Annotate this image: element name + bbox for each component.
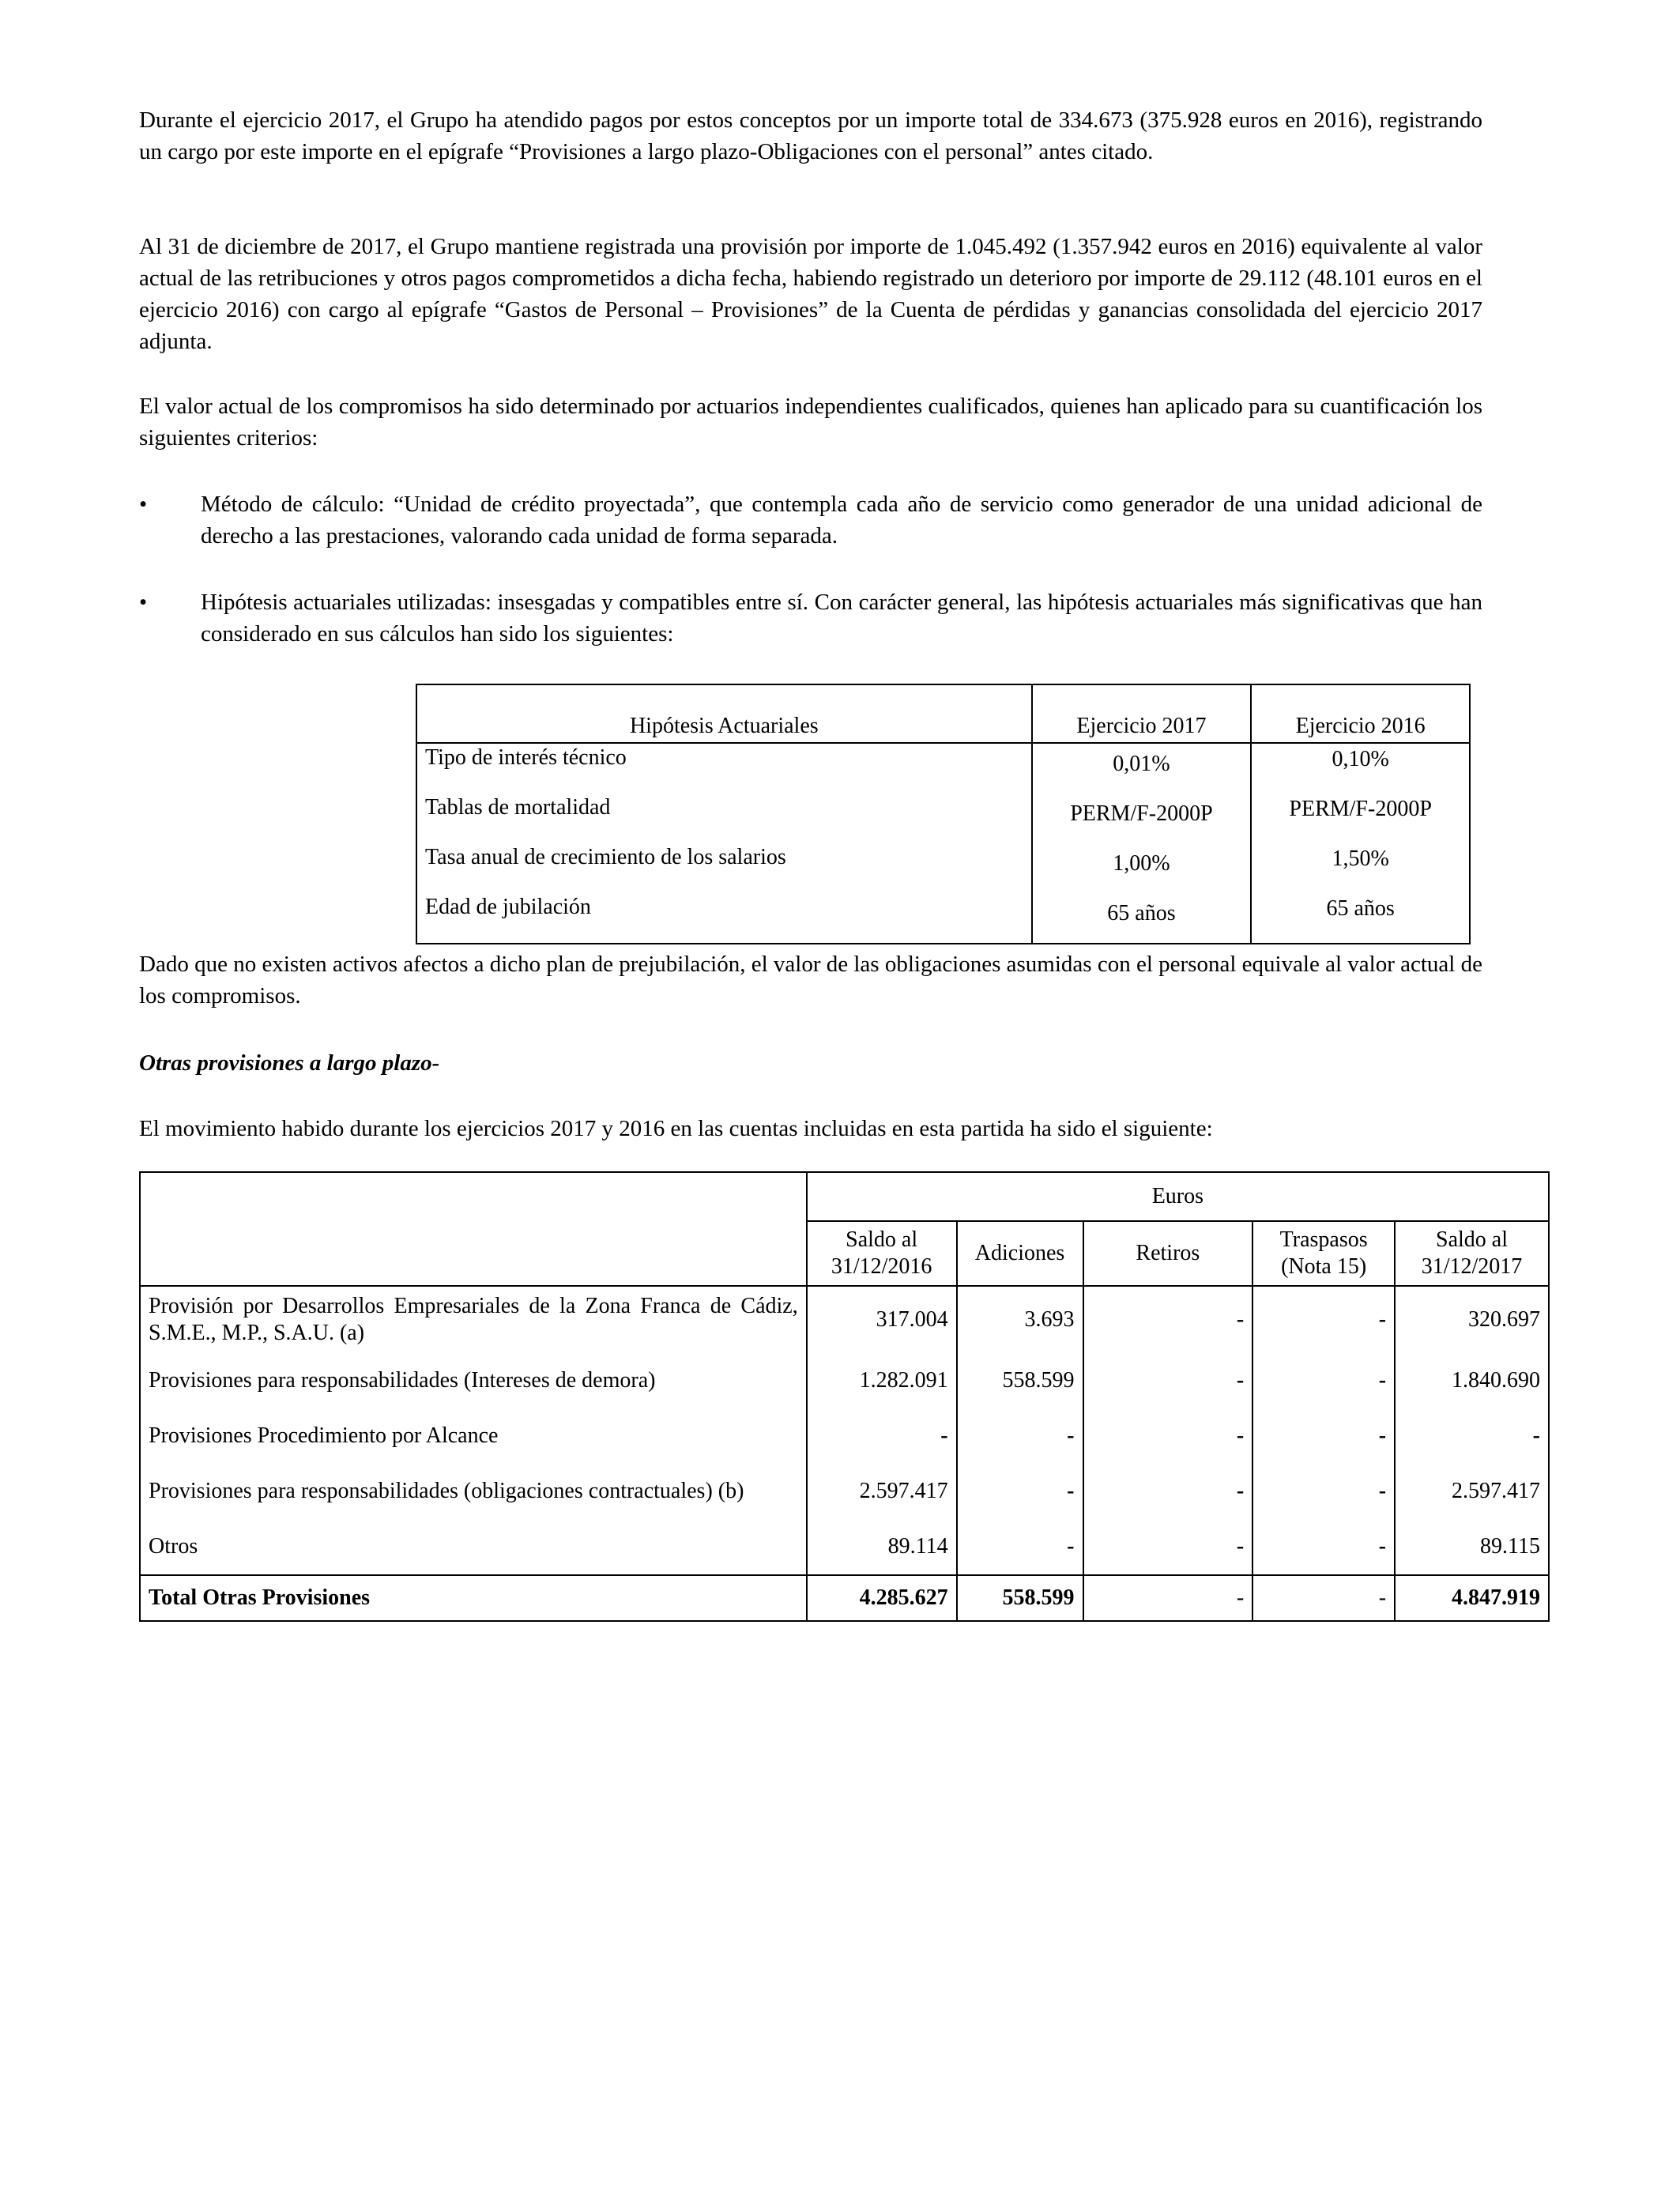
saldo-2016-cell: 2.597.417 [807,1464,957,1519]
row-label: Provisión por Desarrollos Empresariales de la Zona Franca de Cádiz, S.M.E., M.P., S.A.U. (a) [140,1286,807,1353]
saldo-2017-cell: 1.840.690 [1395,1353,1549,1408]
saldo-2016-cell: 89.114 [807,1519,957,1575]
table-header-row [140,1172,1549,1221]
traspasos-cell: - [1252,1286,1395,1353]
value-2017: 65 años [1032,893,1252,944]
row-label: Provisiones para responsabilidades (Intereses de demora) [140,1353,807,1408]
total-traspasos: - [1252,1575,1395,1621]
column-header-saldo-2016: Saldo al 31/12/2016 [807,1221,957,1286]
total-saldo-2016: 4.285.627 [807,1575,957,1621]
traspasos-cell: - [1252,1519,1395,1575]
retiros-cell: - [1083,1408,1253,1464]
adiciones-cell: - [957,1408,1083,1464]
paragraph-movement: El movimiento habido durante los ejercicios 2017 y 2016 en las cuentas incluidas en esta partida ha sido el siguiente: [139,1116,1213,1141]
total-adiciones: 558.599 [957,1575,1083,1621]
traspasos-cell: - [1252,1408,1395,1464]
column-header: Ejercicio 2016 [1251,684,1470,743]
saldo-2016-cell: 1.282.091 [807,1353,957,1408]
saldo-2017-cell: 320.697 [1395,1286,1549,1353]
total-saldo-2017: 4.847.919 [1395,1575,1549,1621]
other-provisions-table [139,1171,1550,1622]
bullet-text: Hipótesis actuariales utilizadas: insesgadas y compatibles entre sí. Con carácter general, las hipótesis actuariales más significativas que han considerado en sus cálculos han sido los siguientes: [201,590,1482,647]
table-row [140,1353,1549,1408]
value-2016: 0,10% [1251,743,1470,794]
retiros-cell: - [1083,1286,1253,1353]
row-label: Otros [140,1519,807,1575]
adiciones-cell: - [957,1519,1083,1575]
paragraph-payments: Durante el ejercicio 2017, el Grupo ha atendido pagos por estos conceptos por un importe total de 334.673 (375.928 euros en 2016), registrando un cargo por este importe en el epígrafe “Provisiones a largo plazo-Obligaciones con el personal” antes citado. [139,107,1482,164]
table-row [416,893,1470,944]
table-row [140,1464,1549,1519]
column-header-traspasos: Traspasos (Nota 15) [1252,1221,1395,1286]
table-row [416,743,1470,794]
adiciones-cell: - [957,1464,1083,1519]
bullet-icon: • [139,590,148,615]
row-label: Tasa anual de crecimiento de los salarios [416,843,1032,893]
saldo-2017-cell: 89.115 [1395,1519,1549,1575]
table-row [416,794,1470,843]
retiros-cell: - [1083,1464,1253,1519]
value-2016: 65 años [1251,893,1470,944]
value-2016: 1,50% [1251,843,1470,893]
value-2017: 1,00% [1032,843,1252,893]
blank-header-cell [140,1172,807,1286]
saldo-2016-cell: 317.004 [807,1286,957,1353]
total-retiros: - [1083,1575,1253,1621]
retiros-cell: - [1083,1519,1253,1575]
column-header-retiros: Retiros [1083,1221,1253,1286]
row-label: Tipo de interés técnico [416,743,1032,794]
traspasos-cell: - [1252,1353,1395,1408]
saldo-2017-cell: - [1395,1408,1549,1464]
table-row [140,1408,1549,1464]
column-header-saldo-2017: Saldo al 31/12/2017 [1395,1221,1549,1286]
total-label: Total Otras Provisiones [140,1575,807,1621]
value-2016: PERM/F-2000P [1251,794,1470,843]
adiciones-cell: 3.693 [957,1286,1083,1353]
total-row [140,1575,1549,1621]
euros-header: Euros [807,1172,1549,1221]
retiros-cell: - [1083,1353,1253,1408]
bullet-icon: • [139,492,148,517]
row-label: Provisiones para responsabilidades (obligaciones contractuales) (b) [140,1464,807,1519]
column-header: Hipótesis Actuariales [416,684,1032,743]
row-label: Tablas de mortalidad [416,794,1032,843]
section-heading: Otras provisiones a largo plazo- [139,1050,440,1076]
row-label: Edad de jubilación [416,893,1032,944]
traspasos-cell: - [1252,1464,1395,1519]
saldo-2017-cell: 2.597.417 [1395,1464,1549,1519]
column-header-adiciones: Adiciones [957,1221,1083,1286]
paragraph-no-assets: Dado que no existen activos afectos a dicho plan de prejubilación, el valor de las obligaciones asumidas con el personal equivale al valor actual de los compromisos. [139,952,1482,1008]
table-row [140,1519,1549,1575]
paragraph-actuaries: El valor actual de los compromisos ha sido determinado por actuarios independientes cualificados, quienes han aplicado para su cuantificación los siguientes criterios: [139,394,1482,450]
saldo-2016-cell: - [807,1408,957,1464]
adiciones-cell: 558.599 [957,1353,1083,1408]
value-2017: 0,01% [1032,743,1252,794]
value-2017: PERM/F-2000P [1032,794,1252,843]
table-row [140,1286,1549,1353]
paragraph-provision: Al 31 de diciembre de 2017, el Grupo mantiene registrada una provisión por importe de 1.045.492 (1.357.942 euros en 2016) equivalente al valor actual de las retribuciones y otros pagos comprometidos a dicha fecha, habiendo registrado un deterioro por importe de 29.112 (48.101 euros en el ejercicio 2016) con cargo al epígrafe “Gastos de Personal – Provisiones” de la Cuenta de pérdidas y ganancias consolidada del ejercicio 2017 adjunta. [139,234,1482,354]
row-label: Provisiones Procedimiento por Alcance [140,1408,807,1464]
column-header: Ejercicio 2017 [1032,684,1252,743]
table-header-row [416,684,1470,743]
actuarial-hypotheses-table [416,684,1471,944]
table-row [416,843,1470,893]
bullet-text: Método de cálculo: “Unidad de crédito proyectada”, que contempla cada año de servicio como generador de una unidad adicional de derecho a las prestaciones, valorando cada unidad de forma separada. [201,492,1482,548]
